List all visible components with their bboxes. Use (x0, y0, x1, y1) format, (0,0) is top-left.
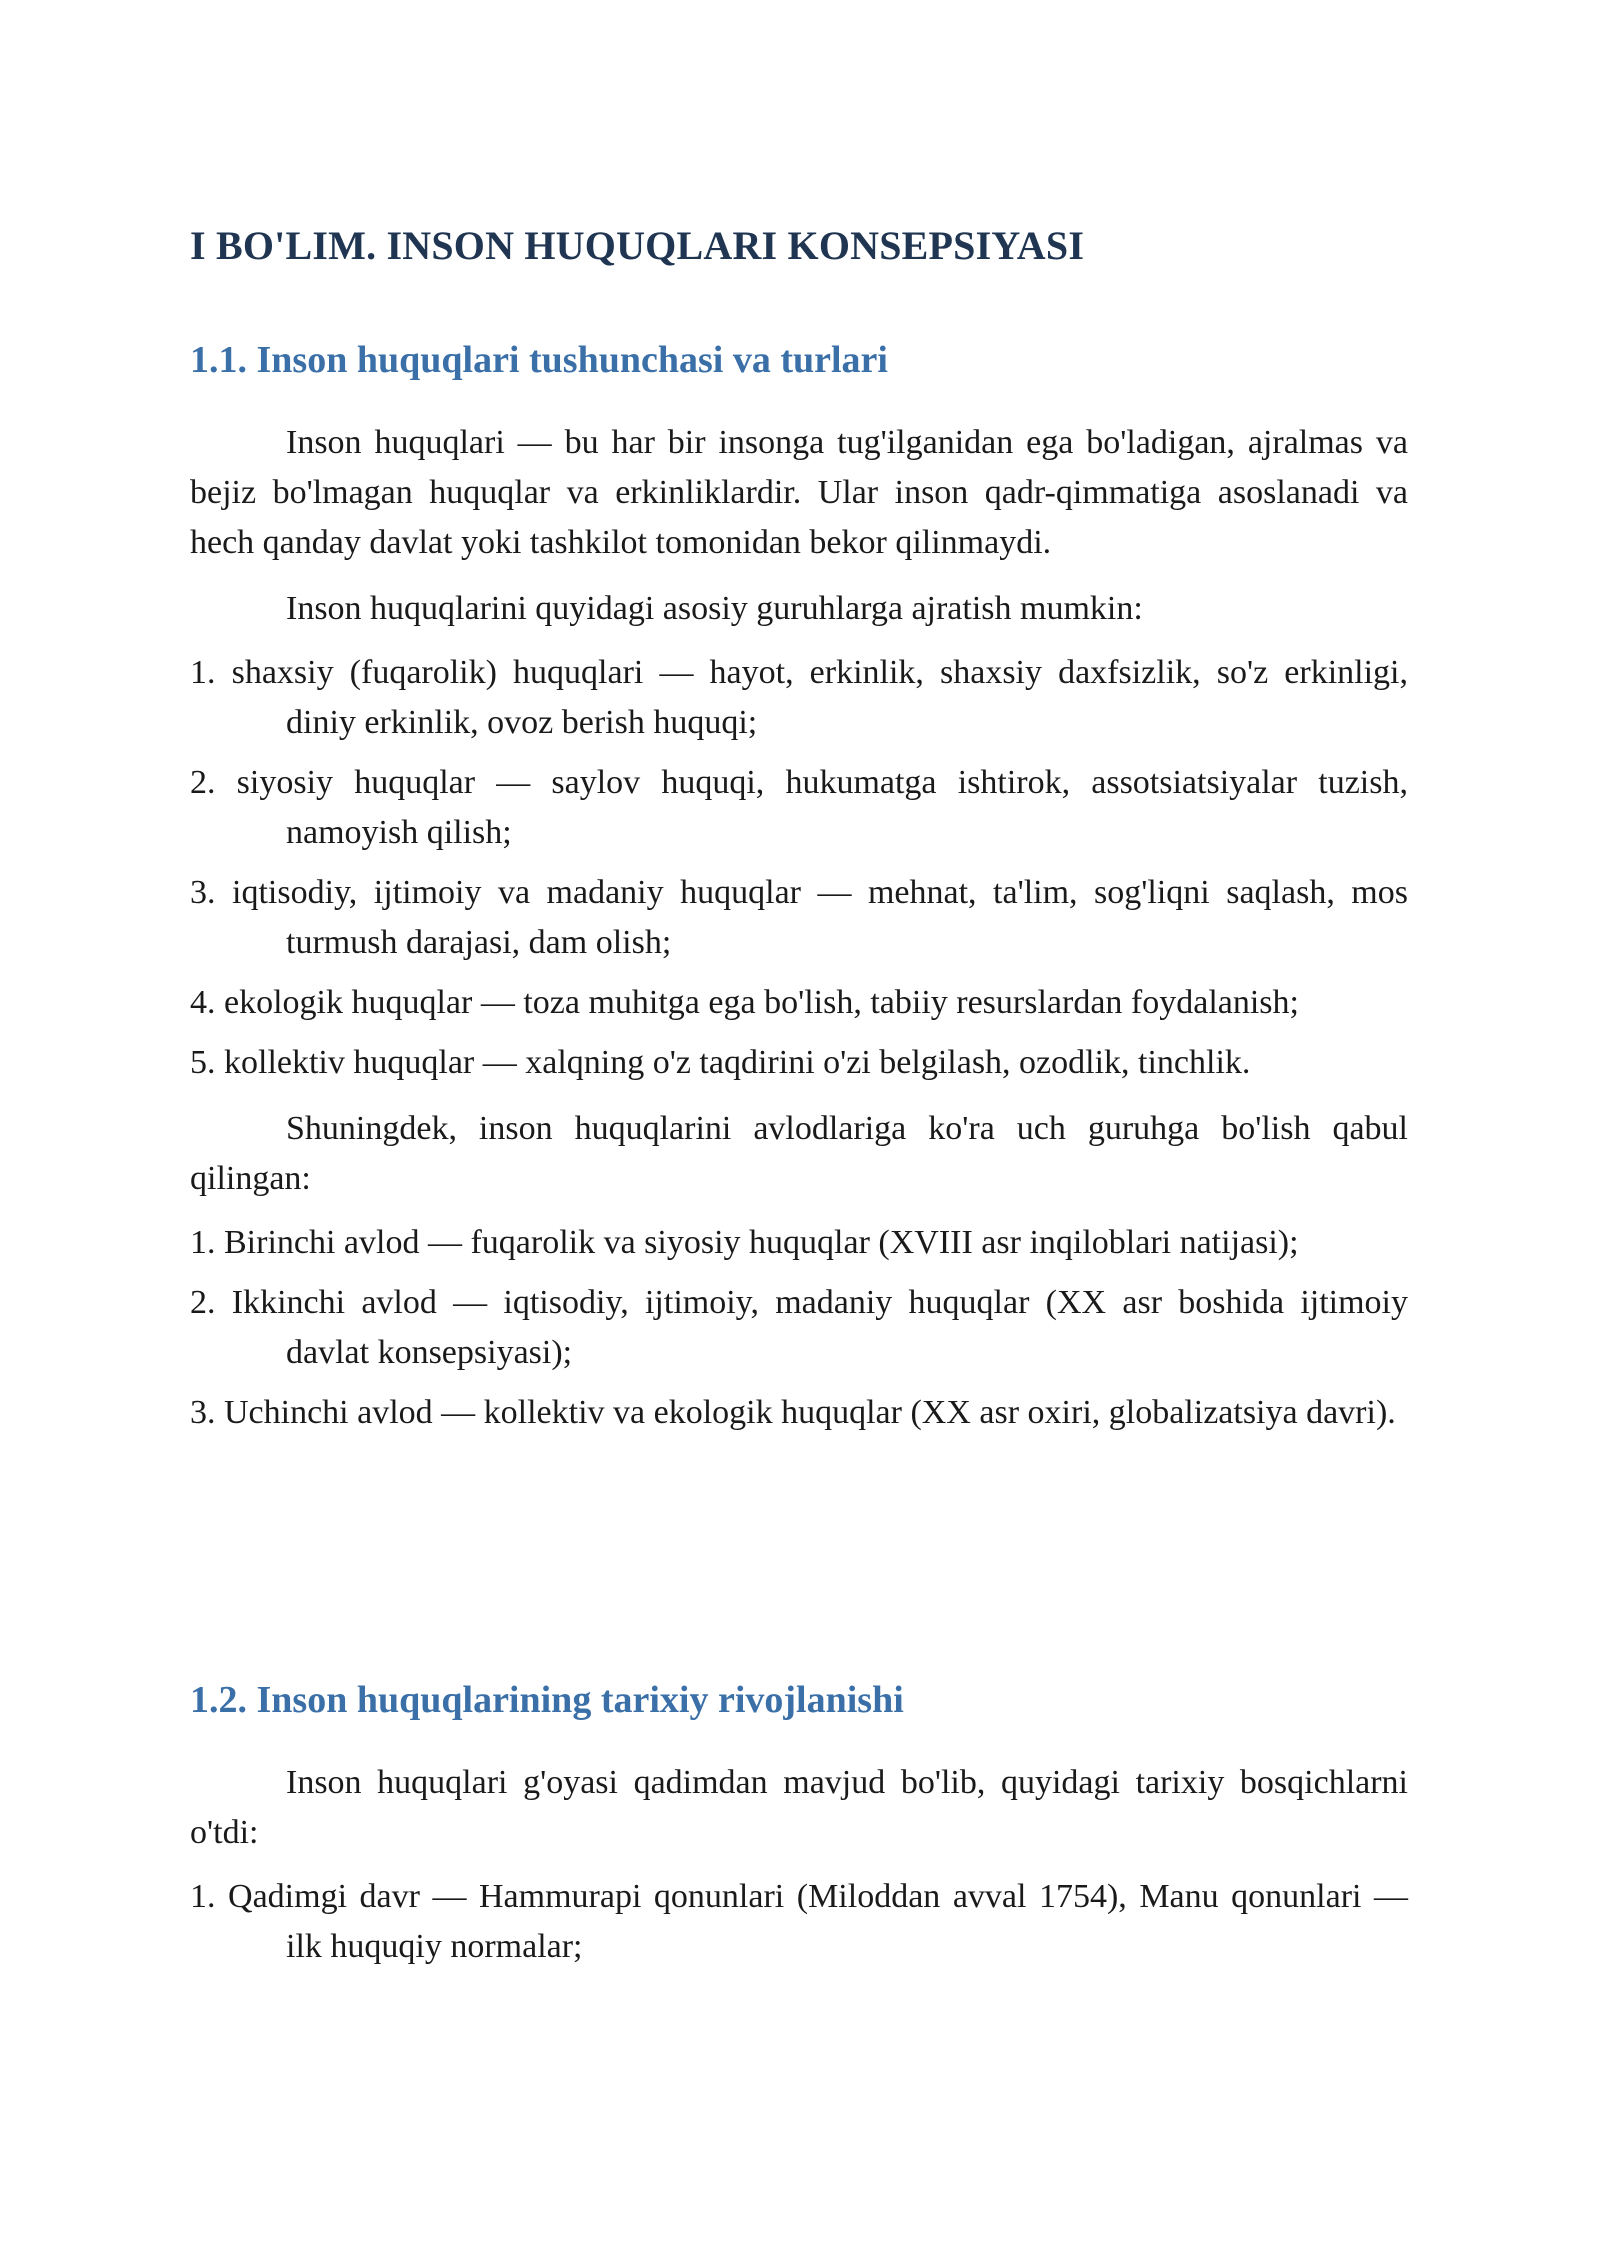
section-title-1-2: 1.2. Inson huquqlarining tarixiy rivojlanishi (190, 1679, 904, 1721)
list-item: 3. Uchinchi avlod — kollektiv va ekologik huquqlar (XX asr oxiri, globalizatsiya davri). (190, 1394, 1396, 1431)
list-item: 2. siyosiy huquqlar — saylov huquqi, hukumatga ishtirok, assotsiatsiyalar tuzish, namoyish qilish; (190, 764, 1408, 851)
intro-paragraph: Inson huquqlari — bu har bir insonga tug'ilganidan ega bo'ladigan, ajralmas va bejiz bo'lmagan huquqlar va erkinliklardir. Ular inson qadr-qimmatiga asoslanadi va hech qanday davlat yoki tashkilot tomonidan bekor qilinmaydi. (190, 424, 1408, 561)
section-title-1-1: 1.1. Inson huquqlari tushunchasi va turlari (190, 339, 888, 381)
chapter-title: I BO'LIM. INSON HUQUQLARI KONSEPSIYASI (190, 223, 1085, 268)
list-item: 3. iqtisodiy, ijtimoiy va madaniy huquqlar — mehnat, ta'lim, sog'liqni saqlash, mos turmush darajasi, dam olish; (190, 874, 1408, 961)
list-item: 5. kollektiv huquqlar — xalqning o'z taqdirini o'zi belgilash, ozodlik, tinchlik. (190, 1044, 1251, 1081)
list-item: 2. Ikkinchi avlod — iqtisodiy, ijtimoiy, madaniy huquqlar (XX asr boshida ijtimoiy davlat konsepsiyasi); (190, 1284, 1408, 1371)
rights-generations-list (190, 1218, 1408, 1438)
list-item: 1. shaxsiy (fuqarolik) huquqlari — hayot, erkinlik, shaxsiy daxfsizlik, so'z erkinligi, diniy erkinlik, ovoz berish huquqi; (190, 654, 1408, 741)
groups-intro-paragraph: Inson huquqlarini quyidagi asosiy guruhlarga ajratish mumkin: (286, 590, 1143, 627)
history-stages-list (190, 1872, 1408, 1972)
generations-intro-paragraph: Shuningdek, inson huquqlarini avlodlariga ko'ra uch guruhga bo'lish qabul qilingan: (190, 1110, 1408, 1197)
section-1-2-body (190, 1758, 1408, 1972)
section-1-1-body (190, 418, 1408, 1438)
list-item: 4. ekologik huquqlar — toza muhitga ega bo'lish, tabiiy resurslardan foydalanish; (190, 984, 1299, 1021)
list-item: 1. Qadimgi davr — Hammurapi qonunlari (Miloddan avval 1754), Manu qonunlari — ilk huquqiy normalar; (190, 1878, 1408, 1965)
rights-groups-list (190, 648, 1408, 1088)
list-item: 1. Birinchi avlod — fuqarolik va siyosiy huquqlar (XVIII asr inqiloblari natijasi); (190, 1224, 1299, 1261)
history-intro-paragraph: Inson huquqlari g'oyasi qadimdan mavjud bo'lib, quyidagi tarixiy bosqichlarni o'tdi: (190, 1764, 1408, 1851)
